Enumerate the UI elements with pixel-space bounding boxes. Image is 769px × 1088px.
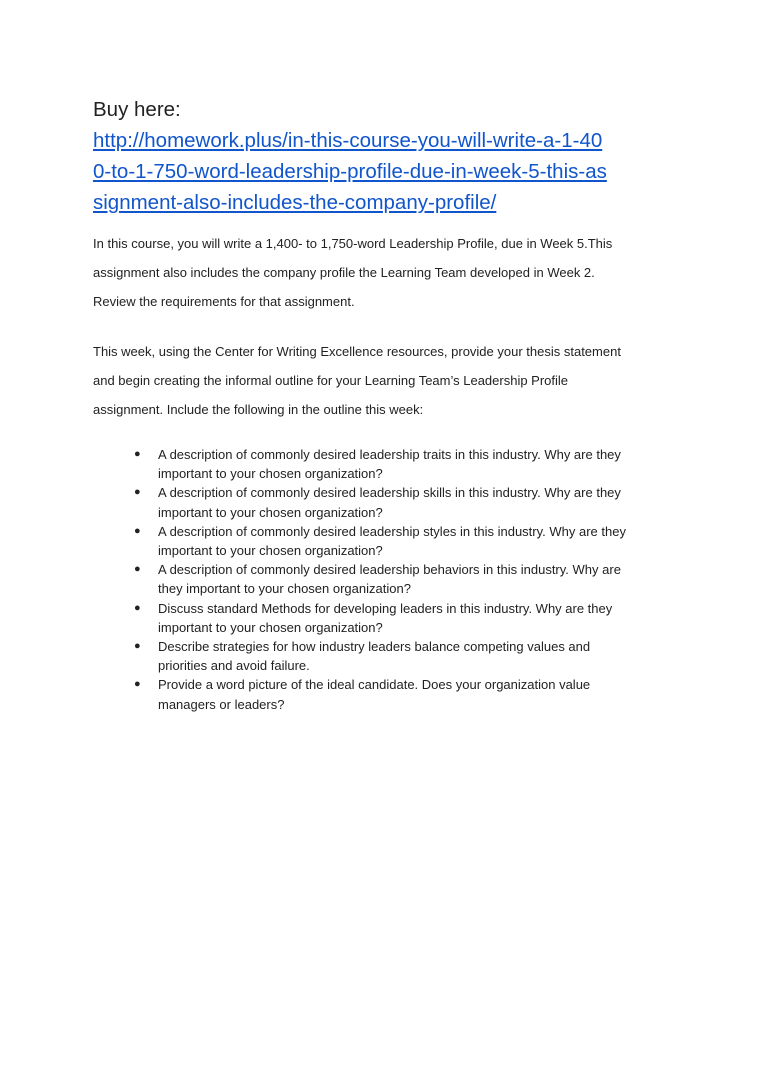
list-item-text: important to your chosen organization? bbox=[158, 543, 383, 559]
paragraph-line: In this course, you will write a 1,400- to 1,750-word Leadership Profile, due in Week 5.This bbox=[93, 236, 613, 251]
bullet-icon: ● bbox=[134, 640, 141, 653]
outline-bullet-list bbox=[93, 445, 683, 714]
paragraph-line: assignment also includes the company profile the Learning Team developed in Week 2. bbox=[93, 265, 595, 280]
bullet-icon: ● bbox=[134, 601, 141, 614]
list-item-text: important to your chosen organization? bbox=[158, 466, 383, 482]
paragraph-line: and begin creating the informal outline for your Learning Team’s Leadership Profile bbox=[93, 373, 569, 388]
link-line[interactable]: http://homework.plus/in-this-course-you-will-write-a-1-40 bbox=[93, 129, 603, 152]
bullet-icon: ● bbox=[134, 563, 141, 576]
product-link[interactable] bbox=[93, 125, 683, 218]
list-item-text: important to your chosen organization? bbox=[158, 619, 383, 635]
list-item-text: Describe strategies for how industry leaders balance competing values and bbox=[158, 639, 591, 655]
buy-here-heading: Buy here: bbox=[93, 98, 181, 121]
list-item-text: priorities and avoid failure. bbox=[158, 658, 310, 674]
intro-paragraph bbox=[93, 229, 683, 316]
list-item-text: A description of commonly desired leadership traits in this industry. Why are they bbox=[158, 447, 621, 462]
list-item bbox=[93, 522, 683, 560]
link-line[interactable]: 0-to-1-750-word-leadership-profile-due-in-week-5-this-as bbox=[93, 160, 607, 183]
list-item-text: Provide a word picture of the ideal candidate. Does your organization value bbox=[158, 677, 591, 693]
link-line[interactable]: signment-also-includes-the-company-profile/ bbox=[93, 191, 497, 214]
instructions-paragraph bbox=[93, 337, 683, 424]
list-item-text: managers or leaders? bbox=[158, 696, 285, 712]
list-item bbox=[93, 637, 683, 675]
list-item bbox=[93, 675, 683, 713]
list-item-text: A description of commonly desired leadership skills in this industry. Why are they bbox=[158, 485, 621, 501]
list-item-text: A description of commonly desired leadership behaviors in this industry. Why are bbox=[158, 562, 621, 578]
list-item bbox=[93, 560, 683, 598]
bullet-icon: ● bbox=[134, 678, 141, 691]
list-item bbox=[93, 483, 683, 521]
bullet-icon: ● bbox=[134, 486, 141, 499]
list-item bbox=[93, 445, 683, 483]
paragraph-line: assignment. Include the following in the outline this week: bbox=[93, 402, 424, 417]
list-item-text: important to your chosen organization? bbox=[158, 504, 383, 520]
bullet-icon: ● bbox=[134, 524, 141, 537]
paragraph-line: This week, using the Center for Writing Excellence resources, provide your thesis statement bbox=[93, 344, 621, 359]
paragraph-line: Review the requirements for that assignment. bbox=[93, 294, 355, 309]
list-item bbox=[93, 599, 683, 637]
bullet-icon: ● bbox=[134, 448, 141, 460]
list-item-text: they important to your chosen organization? bbox=[158, 581, 411, 597]
document-content bbox=[93, 94, 683, 714]
list-item-text: A description of commonly desired leadership styles in this industry. Why are they bbox=[158, 523, 626, 539]
list-item-text: Discuss standard Methods for developing leaders in this industry. Why are they bbox=[158, 600, 613, 616]
